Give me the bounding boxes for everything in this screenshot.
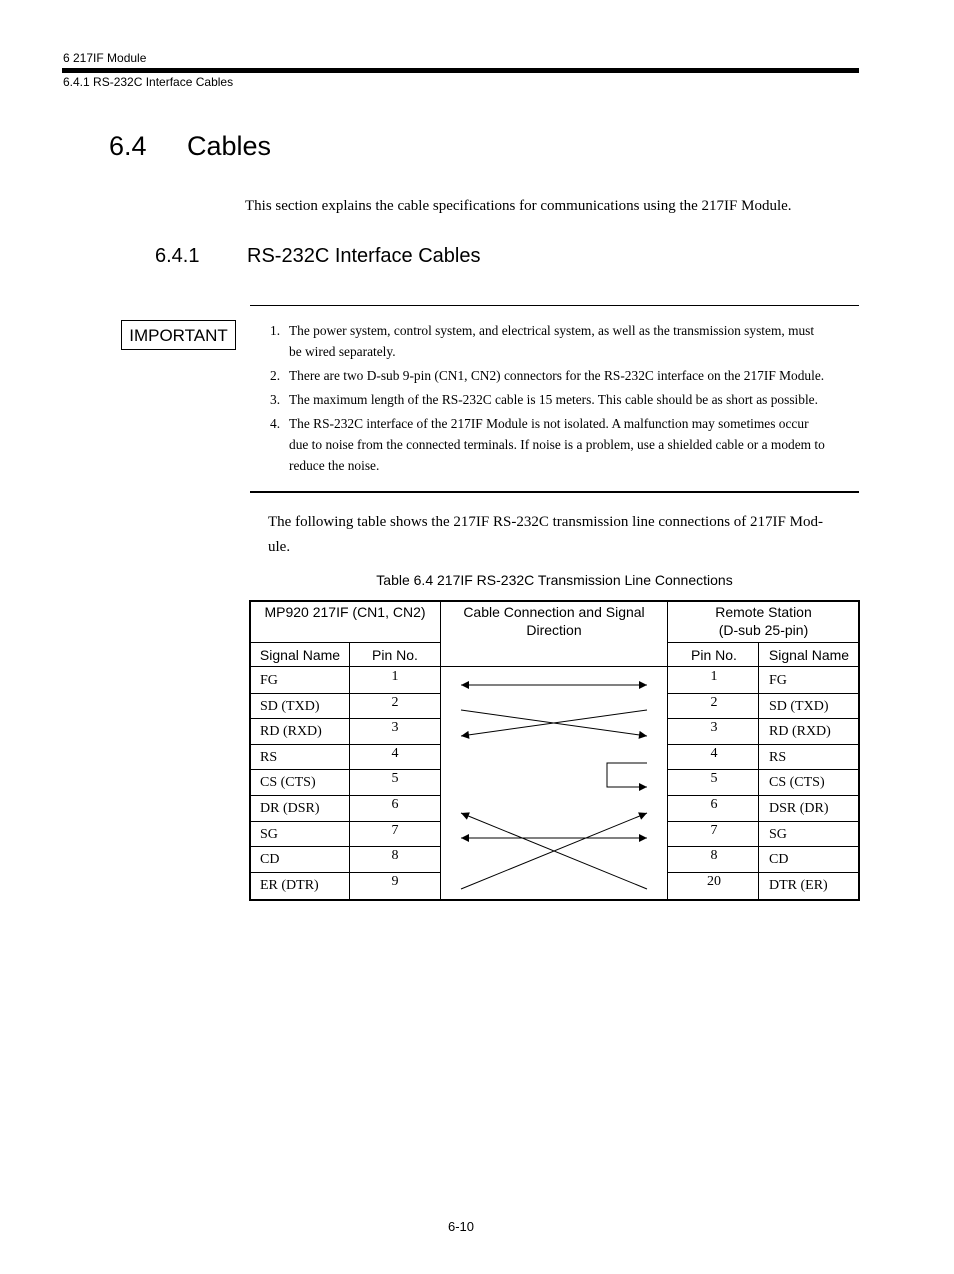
row-divider: [668, 846, 860, 847]
row-divider: [249, 872, 440, 873]
table-lead-text: [268, 510, 860, 560]
table-caption: Table 6.4 217IF RS-232C Transmission Line Connections: [376, 572, 733, 588]
subsection-title: RS-232C Interface Cables: [247, 245, 481, 267]
right-signal-name: RD (RXD): [769, 724, 831, 740]
grid-line: [440, 600, 441, 901]
left-pin-no: 3: [391, 720, 399, 736]
row-divider: [249, 718, 440, 719]
col-header-right-pin: Pin No.: [691, 647, 737, 663]
left-signal-name: CD: [260, 852, 280, 868]
row-divider: [668, 693, 860, 694]
left-signal-name: SG: [260, 826, 278, 842]
row-divider: [668, 821, 860, 822]
item-number: 1.: [270, 323, 281, 338]
running-header-chapter: 6 217IF Module: [63, 51, 147, 65]
right-signal-name: DSR (DR): [769, 801, 829, 816]
left-pin-no: 4: [391, 745, 399, 761]
item-line: be wired separately.: [289, 344, 396, 359]
left-signal-name: RS: [260, 749, 278, 765]
important-item: [268, 413, 864, 476]
right-signal-name: SG: [769, 826, 787, 842]
right-signal-name: RS: [769, 749, 787, 765]
row-divider: [249, 693, 440, 694]
grid-line: [249, 642, 440, 643]
right-signal-name: SD (TXD): [769, 698, 829, 714]
rs-cs-loopback: [607, 763, 647, 787]
grid-line: [349, 642, 350, 901]
row-divider: [249, 795, 440, 796]
connection-table: [249, 600, 860, 901]
running-header-section: 6.4.1 RS-232C Interface Cables: [63, 75, 234, 89]
lead-line: The following table shows the 217IF RS-232C transmission line connections of 217IF Mod-: [268, 514, 823, 530]
subsection-heading: [155, 245, 481, 268]
right-pin-no: 20: [707, 873, 721, 889]
left-signal-name: FG: [260, 673, 278, 688]
right-group-line: Remote Station: [715, 604, 812, 620]
right-signal-name: CD: [769, 852, 789, 868]
col-header-left-pin: Pin No.: [372, 647, 418, 663]
left-signal-name: RD (RXD): [260, 724, 322, 740]
subsection-number: 6.4.1: [155, 245, 200, 267]
item-number: 3.: [270, 392, 281, 407]
page-number: 6-10: [448, 1219, 475, 1234]
item-number: 4.: [270, 416, 281, 431]
right-pin-no: 8: [710, 848, 718, 864]
right-pin-no: 4: [710, 745, 718, 761]
left-signal-name: ER (DTR): [260, 877, 319, 893]
row-divider: [668, 769, 860, 770]
row-divider: [668, 795, 860, 796]
row-divider: [249, 744, 440, 745]
right-signal-name: FG: [769, 673, 787, 688]
right-pin-no: 7: [710, 822, 718, 838]
right-group-header: [669, 602, 858, 639]
left-signal-name: SD (TXD): [260, 698, 320, 714]
item-line: The RS-232C interface of the 217IF Module is not isolated. A malfunction may sometimes occur: [289, 416, 809, 431]
left-signal-name: CS (CTS): [260, 775, 316, 791]
right-pin-no: 2: [710, 694, 718, 710]
middle-header-line: Direction: [526, 622, 582, 638]
grid-line: [668, 642, 860, 643]
left-pin-no: 1: [391, 669, 399, 684]
section-heading: [109, 131, 272, 162]
left-pin-no: 5: [391, 771, 399, 787]
lead-line: ule.: [268, 539, 291, 555]
section-intro: This section explains the cable specifications for communications using the 217IF Module.: [245, 198, 792, 214]
important-rule-top: [250, 305, 859, 306]
right-pin-no: 1: [710, 669, 718, 684]
right-pin-no: 6: [710, 797, 718, 812]
row-divider: [668, 744, 860, 745]
left-pin-no: 6: [391, 797, 399, 812]
important-rule-bottom: [250, 491, 859, 493]
row-divider: [668, 872, 860, 873]
section-number: 6.4: [109, 131, 147, 161]
row-divider: [668, 718, 860, 719]
right-signal-name: DTR (ER): [769, 877, 828, 893]
col-header-right-signal: Signal Name: [768, 647, 850, 663]
left-signal-name: DR (DSR): [260, 801, 320, 816]
right-group-line: (D-sub 25-pin): [718, 622, 809, 638]
row-divider: [249, 769, 440, 770]
right-signal-name: CS (CTS): [769, 775, 825, 791]
left-pin-no: 2: [391, 694, 399, 710]
middle-header: [441, 602, 667, 639]
grid-line: [667, 600, 668, 901]
item-line: There are two D-sub 9-pin (CN1, CN2) connectors for the RS-232C interface on the 217IF Module.: [289, 368, 825, 383]
item-line: The power system, control system, and electrical system, as well as the transmission system, must: [289, 323, 815, 338]
left-pin-no: 7: [391, 822, 399, 838]
wiring-diagram: [441, 668, 667, 899]
item-line: reduce the noise.: [289, 458, 380, 473]
header-rule: [62, 68, 859, 73]
middle-header-line: Cable Connection and Signal: [463, 604, 645, 620]
item-line: due to noise from the connected terminals. If noise is a problem, use a shielded cable or a modem to: [289, 437, 825, 452]
row-divider: [249, 846, 440, 847]
left-pin-no: 9: [391, 873, 399, 889]
col-header-left-signal: Signal Name: [259, 647, 341, 663]
important-list: [268, 320, 864, 479]
important-label: IMPORTANT: [121, 320, 236, 350]
important-item: [268, 389, 864, 410]
row-divider: [249, 821, 440, 822]
left-group-header: MP920 217IF (CN1, CN2): [264, 604, 426, 620]
left-pin-no: 8: [391, 848, 399, 864]
item-number: 2.: [270, 368, 281, 383]
important-item: [268, 365, 864, 386]
important-item: [268, 320, 864, 362]
right-pin-no: 3: [710, 720, 718, 736]
grid-line: [758, 642, 759, 901]
right-pin-no: 5: [710, 771, 718, 787]
section-title: Cables: [187, 131, 272, 161]
item-line: The maximum length of the RS-232C cable is 15 meters. This cable should be as short as possible.: [289, 392, 818, 407]
grid-line: [249, 666, 860, 667]
